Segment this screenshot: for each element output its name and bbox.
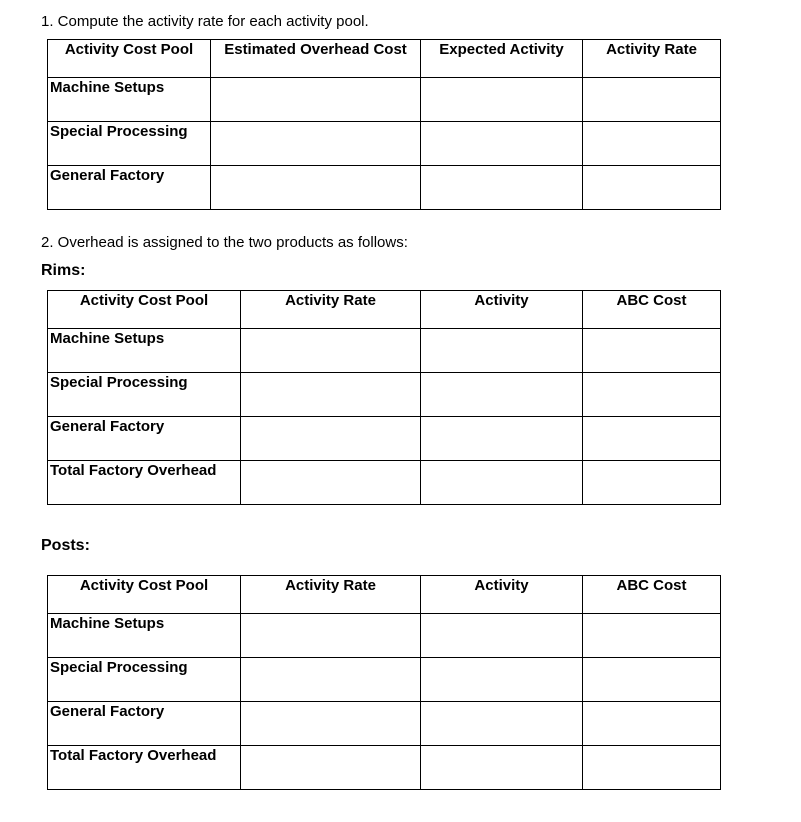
input-cell[interactable] xyxy=(583,461,721,505)
row-label-special-processing: Special Processing xyxy=(48,122,211,166)
header-activity-cost-pool: Activity Cost Pool xyxy=(48,291,241,329)
input-cell[interactable] xyxy=(241,373,421,417)
header-activity-rate: Activity Rate xyxy=(241,291,421,329)
input-cell[interactable] xyxy=(583,417,721,461)
row-label-special-processing: Special Processing xyxy=(48,373,241,417)
table-row xyxy=(48,78,721,122)
input-cell[interactable] xyxy=(421,373,583,417)
input-cell[interactable] xyxy=(583,614,721,658)
input-cell[interactable] xyxy=(421,702,583,746)
input-cell[interactable] xyxy=(583,78,721,122)
input-cell[interactable] xyxy=(241,417,421,461)
input-cell[interactable] xyxy=(421,658,583,702)
input-cell[interactable] xyxy=(583,373,721,417)
input-cell[interactable] xyxy=(211,78,421,122)
header-activity: Activity xyxy=(421,291,583,329)
row-label-total-factory-overhead: Total Factory Overhead xyxy=(48,746,241,790)
header-activity-rate: Activity Rate xyxy=(241,576,421,614)
input-cell[interactable] xyxy=(583,122,721,166)
row-label-general-factory: General Factory xyxy=(48,702,241,746)
input-cell[interactable] xyxy=(421,166,583,210)
input-cell[interactable] xyxy=(583,329,721,373)
input-cell[interactable] xyxy=(241,329,421,373)
header-estimated-overhead-cost: Estimated Overhead Cost xyxy=(211,40,421,78)
input-cell[interactable] xyxy=(583,746,721,790)
input-cell[interactable] xyxy=(421,417,583,461)
input-cell[interactable] xyxy=(241,702,421,746)
row-label-general-factory: General Factory xyxy=(48,417,241,461)
table-header-row xyxy=(48,40,721,78)
input-cell[interactable] xyxy=(241,461,421,505)
row-label-machine-setups: Machine Setups xyxy=(48,329,241,373)
rims-label: Rims: xyxy=(41,262,86,279)
header-activity: Activity xyxy=(421,576,583,614)
row-label-special-processing: Special Processing xyxy=(48,658,241,702)
input-cell[interactable] xyxy=(421,614,583,658)
input-cell[interactable] xyxy=(583,658,721,702)
input-cell[interactable] xyxy=(583,166,721,210)
input-cell[interactable] xyxy=(211,166,421,210)
table-row xyxy=(48,417,721,461)
table-row xyxy=(48,746,721,790)
posts-abc-table xyxy=(47,575,721,790)
header-activity-cost-pool: Activity Cost Pool xyxy=(48,576,241,614)
row-label-machine-setups: Machine Setups xyxy=(48,78,211,122)
question-1-text: 1. Compute the activity rate for each activity pool. xyxy=(41,13,369,30)
activity-rate-table xyxy=(47,39,721,210)
input-cell[interactable] xyxy=(421,329,583,373)
input-cell[interactable] xyxy=(211,122,421,166)
table-row xyxy=(48,461,721,505)
row-label-total-factory-overhead: Total Factory Overhead xyxy=(48,461,241,505)
header-activity-rate: Activity Rate xyxy=(583,40,721,78)
input-cell[interactable] xyxy=(241,746,421,790)
table-row xyxy=(48,166,721,210)
question-2-text: 2. Overhead is assigned to the two products as follows: xyxy=(41,234,408,251)
table-row xyxy=(48,702,721,746)
posts-label: Posts: xyxy=(41,537,90,554)
input-cell[interactable] xyxy=(421,78,583,122)
table-header-row xyxy=(48,576,721,614)
input-cell[interactable] xyxy=(421,746,583,790)
table-row xyxy=(48,122,721,166)
table-header-row xyxy=(48,291,721,329)
input-cell[interactable] xyxy=(241,658,421,702)
row-label-general-factory: General Factory xyxy=(48,166,211,210)
header-abc-cost: ABC Cost xyxy=(583,576,721,614)
table-row xyxy=(48,329,721,373)
table-row xyxy=(48,658,721,702)
header-expected-activity: Expected Activity xyxy=(421,40,583,78)
input-cell[interactable] xyxy=(421,461,583,505)
input-cell[interactable] xyxy=(421,122,583,166)
table-row xyxy=(48,373,721,417)
header-activity-cost-pool: Activity Cost Pool xyxy=(48,40,211,78)
table-row xyxy=(48,614,721,658)
input-cell[interactable] xyxy=(583,702,721,746)
row-label-machine-setups: Machine Setups xyxy=(48,614,241,658)
rims-abc-table xyxy=(47,290,721,505)
input-cell[interactable] xyxy=(241,614,421,658)
header-abc-cost: ABC Cost xyxy=(583,291,721,329)
